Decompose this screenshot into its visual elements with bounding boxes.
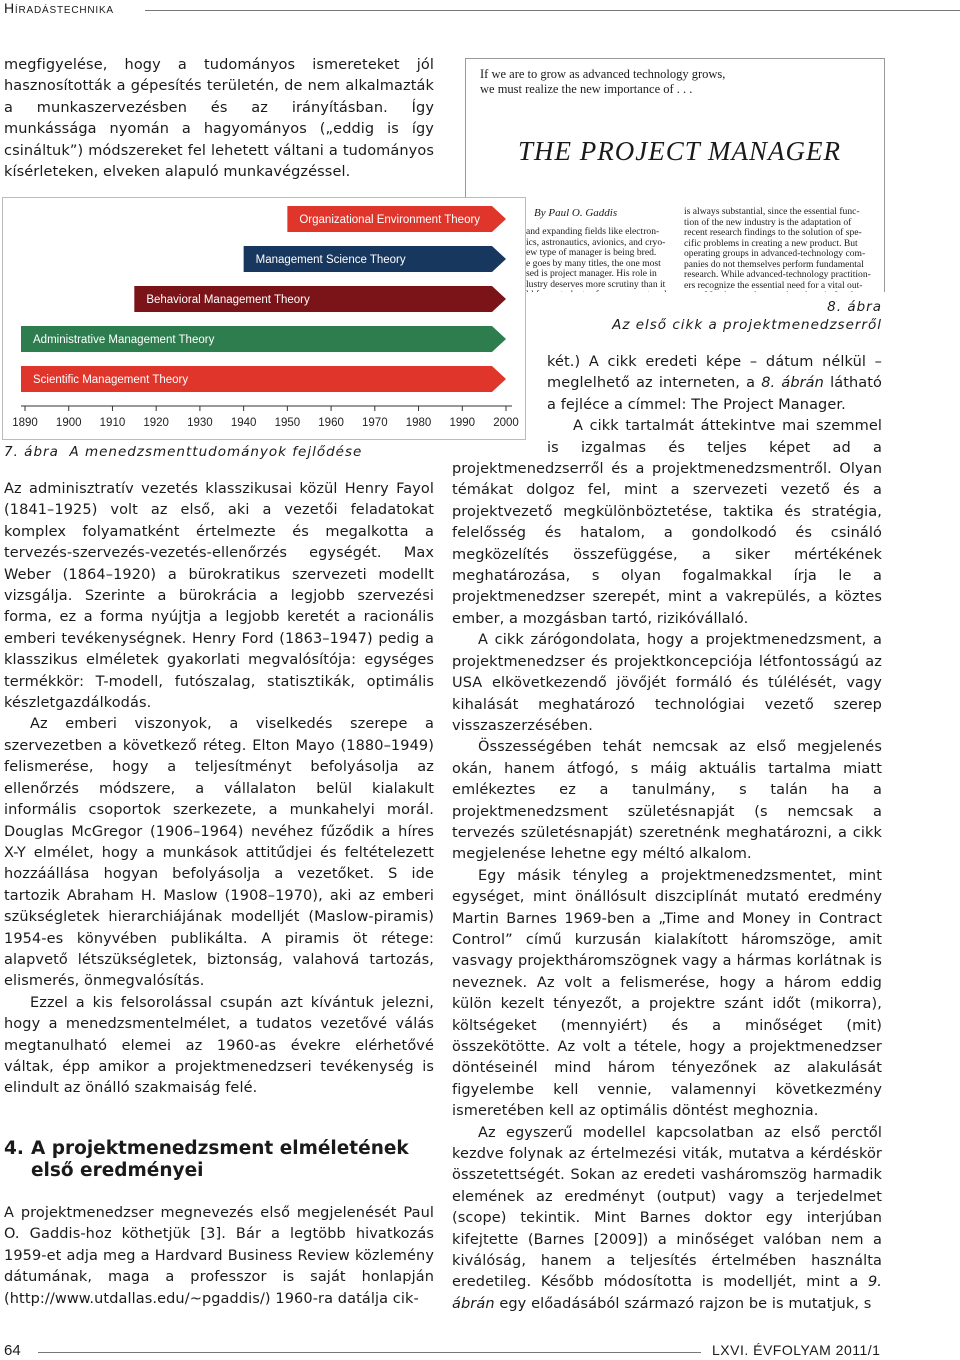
article-text-line: sed is project manager. His role in [526, 268, 657, 279]
article-text-line: ew type of manager is being bred. [526, 247, 657, 258]
left-column [4, 479, 434, 1100]
paragraph [452, 1123, 882, 1316]
figure-7-number: 7. ábra [4, 444, 59, 460]
article-intro-line: we must realize the new importance of . . . [480, 82, 693, 96]
paragraph: A cikk tartalmát áttekintve mai szemmel is izgalmas és teljes képet ad a projektmenedzserről és a projektmenedzsmentről. Olyan témákat dolgoz fel, mint a szervezeti vezető és a projektvezető megkülönböztetése, taktika és stratégia, felelősség és hatalom, a gondolkodó és csináló megközelítés összefüggése, a siker mértékének meghatározása, s olyan fogalmakkal írja le a projektmenedzser szerepét, mint a vakrepülés, a köztes ember, a mozgásban tartó, rizikóvállaló. [452, 418, 882, 627]
figure-reference: 9. ábrán [452, 1274, 882, 1312]
article-text-line: lustry deserves more scrutiny than it [526, 278, 666, 290]
bar-label: Management Science Theory [255, 254, 406, 266]
x-tick-label: 1950 [274, 417, 301, 429]
intro-paragraph [4, 55, 434, 183]
text-run: egy előadásából származó rajzon be is mutatjuk, s [494, 1295, 872, 1312]
x-tick-label: 1890 [12, 417, 38, 429]
x-tick-label: 1920 [143, 417, 169, 429]
x-tick-label: 1960 [318, 417, 344, 429]
page-number: 64 [4, 1342, 21, 1359]
header-rule [145, 10, 960, 11]
journal-header: Híradástechnika [4, 0, 114, 16]
article-text-line: operating groups in advanced-technology com- [684, 248, 866, 259]
paragraph: Egy másik tényleg a projektmenedzsmentet, mint egységet, mint önállósult diszciplínát mutató eredmény Martin Barnes 1969-ben a „Time and Money in Contract Control” című kurzusán kialakított háromszöge, amit vasvagy projektháromszögnek vagy a hármas korlátnak is neveznek. Az volt a felismerése, hogy a három eddig külön kezelt tényezőt, a projektre szánt időt (mikorra), költségeket (mennyiért) és a minőséget (mit) összekötötte. Az volt a tétele, hogy a projektmenedzser döntéseinél mind három tényezőnek az alakulását figyelembe kell vennie, valamennyi következmény ismeretében kell az optimális döntést meghoznia. [452, 867, 882, 1120]
article-column-1 [526, 227, 666, 301]
x-tick-label: 2000 [493, 417, 519, 429]
section-heading [4, 1138, 434, 1182]
article-column-2 [684, 207, 871, 302]
article-byline: By Paul O. Gaddis [534, 207, 618, 219]
footer-rule [38, 1352, 701, 1353]
article-text-line: research. While advanced-technology practition- [684, 269, 871, 280]
paragraph: A cikk zárógondolata, hogy a projektmenedzsment, a projektmenedzser és projektkoncepciója létfontosságú az USA elkövetkezendő jövőjét formáló és túlélését, vagy kihalását meghatározó technológiai vezető szerep visszaszerzésében. [452, 632, 882, 734]
paragraph: Ezzel a kis felsorolással csupán azt kívántuk jelezni, hogy a menedzsmentelmélet, a tudatos vezetővé válás megtanulható elemei az 1960-as évekre elérhetővé váltak, épp amikor a projektmenedzseri tevékenység is elindult az önálló szakmaiság felé. [4, 994, 434, 1097]
figure-reference: 8. ábrán [761, 375, 824, 392]
section-title-line: első eredményei [31, 1160, 204, 1181]
section-number: 4. [4, 1138, 24, 1159]
x-tick-label: 1910 [99, 417, 126, 429]
figure-7-title: A menedzsmenttudományok fejlődése [69, 444, 363, 460]
text-run: látható a fejléce a címmel: The Project Manager. [547, 375, 883, 413]
article-text-line: cific problems in creating a new product. But [684, 237, 858, 249]
paragraph: Az adminisztratív vezetés klasszikusai közül Henry Fayol (1841–1925) volt az első, aki a vezetői feladatokat komplex folyamatként értelmezte és megalkotta a tervezés-szervezés-vezetés-ellenőrzés egységét. Max Weber (1864–1920) a bürokratikus szervezeti modellt vizsgálja. Szerinte a bürokrácia a legjobb szervezési forma, ez a forma nyújtja a legjobb keretét a racionális emberi tevékenységnek. Henry Ford (1863–1947) pedig a klasszikus elméletek gyakorlati megvalósítója: egységes termékkör: T-modell, futószalag, statisztikák, optimális készletgazdálkodás. [4, 481, 434, 712]
x-tick-label: 1900 [55, 417, 82, 429]
article-text-line: is always substantial, since the essential func- [684, 206, 860, 217]
figure-8-image [465, 58, 885, 293]
x-tick-label: 1980 [405, 417, 432, 429]
intro-text: megfigyelése, hogy a tudományos ismereteket jól hasznosították a gépesítés területén, de nem alkalmazták a munkaszervezésben és az irányításban. Így munkássága nyomán a hagyományos („eddig is így csináltuk”) módszereket fel lehetett váltani a tudományos kísérleteken, elveken alapuló munkavégzéssel. [4, 57, 434, 181]
text-run: két.) A cikk eredeti képe – dátum nélkül – meglelhető az interneten, a [547, 354, 882, 392]
article-text-line: ics, astronautics, avionics, and cryo- [526, 236, 666, 248]
text-run: Az egyszerű modellel kapcsolatban az első perctől kezdve folynak az értelmezési viták, mutatva a kérdéskör összetettségét. Sokan az eredeti vasháromszög harmadik elemének az eredményt (output) vagy a terjedelmet (scope) tekintik. Mint Barnes doktor egy interjúban kifejtette (Barnes [2009]) a minőséget valóban nem a kiválóság, hanem a teljesítés értelmében használta eredetileg. Később módosította is modelljét, mint a [452, 1124, 882, 1291]
volume-label: LXVI. ÉVFOLYAM 2011/1 [712, 1342, 881, 1358]
article-text-line: e goes by many titles, the one most [526, 257, 661, 269]
bar-label: Behavioral Management Theory [146, 294, 310, 306]
article-text-line: and expanding fields like electron- [526, 226, 660, 237]
paragraph: Az emberi viszonyok, a viselkedés szerepe a szervezetben a következő réteg. Elton Mayo (1880–1949) felismerése, hogy a teljesítményt befolyásolja az ellenőrzés módszere, a vállalaton belül kialakult informális csoportok szerkezete, a munkahelyi morál. Douglas McGregor (1906–1964) nevéhez fűződik a híres X-Y elmélet, hogy a munkások attitűdjei és feltételezett hozzáállása hogyan befolyásolja a vezetőket. S ide tartozik Abraham H. Maslow (1908–1970), aki az emberi szükségletek hierarchiájának modelljét (Maslow-piramis) 1954-es könyvében publikálta. A piramis öt rétege: alapvető létszükségletek, biztonság, valahová tartozás, elismerés, önmegvalósítás. [4, 716, 434, 990]
figure-7-caption [4, 444, 362, 460]
management-theories-chart [3, 198, 525, 439]
paragraph: A projektmenedzser megnevezés első megjelenését Paul O. Gaddis-hoz köthetjük [3]. Bár a legtöbb hivatkozás 1959-et adja meg a Hardvard Business Review közlemény dátumának, maga a professzor is saját honlapján (http://www.utdallas.edu/~pgaddis/) 1960-ra datálja cik- [4, 1205, 434, 1307]
figure-7-chart [2, 197, 526, 440]
section-body [4, 1203, 434, 1310]
right-column [452, 352, 882, 1315]
article-text-line: recent research findings to the solution of spe- [684, 227, 862, 238]
article-text-line: ers recognize the essential need for a vital out- [684, 279, 863, 291]
section-title-line: A projektmenedzsment elméletének [31, 1138, 409, 1159]
figure-8-number: 8. ábra [827, 299, 882, 315]
bar-label: Administrative Management Theory [33, 334, 215, 346]
article-text-line: panies do not themselves perform fundamental [684, 258, 864, 270]
article-intro-line: If we are to grow as advanced technology grows, [480, 67, 726, 81]
paragraph: Összességében tehát nemcsak az első megjelenés okán, hanem átfogó, s máig aktuális tartalma miatt emlékeztes ez a tanulmány, s talán ha a projektmenedzsment születésnapját (s nemcsak a tervezés születésnapját) szeretnénk meghatározni, a cikk megjelenése lehetne egy méltó alkalom. [452, 739, 882, 863]
figure-8-caption: Az első cikk a projektmenedzserről [612, 317, 882, 333]
float-spacer [452, 352, 547, 442]
bar-label: Organizational Environment Theory [299, 214, 481, 226]
x-tick-label: 1940 [230, 417, 257, 429]
x-tick-label: 1970 [362, 417, 388, 429]
x-tick-label: 1990 [449, 417, 476, 429]
article-text-line: tion of the new industry is the adaptation of [684, 216, 852, 228]
bar-label: Scientific Management Theory [33, 374, 189, 386]
x-tick-label: 1930 [187, 417, 213, 429]
article-title: THE PROJECT MANAGER [518, 136, 841, 166]
article-intro [480, 67, 725, 97]
